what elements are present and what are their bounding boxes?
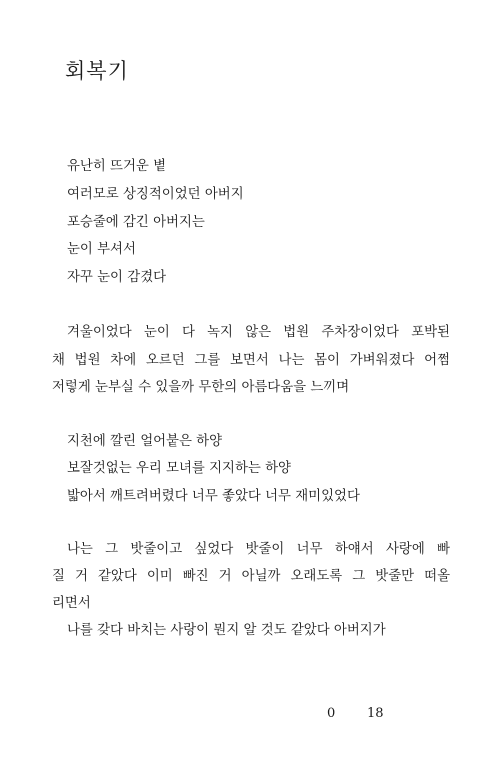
- poem-line: 자꾸 눈이 감겼다: [67, 270, 167, 285]
- poem-line: 여러모로 상징적이었던 아버지: [67, 187, 244, 202]
- footer-marker: 0: [327, 706, 336, 721]
- poem-line: 보잘것없는 우리 모녀를 지지하는 하양: [67, 461, 291, 476]
- poem-title: 회복기: [65, 59, 129, 83]
- poem-line: 포승줄에 감긴 아버지는: [67, 215, 205, 230]
- poem-line: 나를 갖다 바치는 사랑이 뭔지 알 것도 같았다 아버지가: [67, 623, 386, 638]
- poem-line: 겨울이었다 눈이 다 녹지 않은 법원 주차장이었다 포박된: [67, 325, 450, 340]
- page-number: 18: [367, 706, 384, 721]
- poem-line: 나는 그 밧줄이고 싶었다 밧줄이 너무 하얘서 사랑에 빠: [67, 542, 450, 557]
- poem-line: 눈이 부셔서: [67, 242, 136, 257]
- poem-line: 밟아서 깨트려버렸다 너무 좋았다 너무 재미있었다: [67, 489, 360, 504]
- poem-line: 지천에 깔린 얼어붙은 하양: [67, 434, 223, 449]
- poem-line: 유난히 뜨거운 볕: [67, 159, 167, 174]
- poem-line: 채 법원 차에 오르던 그를 보면서 나는 몸이 가벼워졌다 어쩜: [52, 353, 450, 368]
- poem-line: 저렇게 눈부실 수 있을까 무한의 아름다움을 느끼며: [52, 380, 350, 395]
- poem-line: 질 거 같았다 이미 빠진 거 아닐까 오래도록 그 밧줄만 떠올: [52, 569, 450, 584]
- poem-line: 리면서: [52, 596, 91, 611]
